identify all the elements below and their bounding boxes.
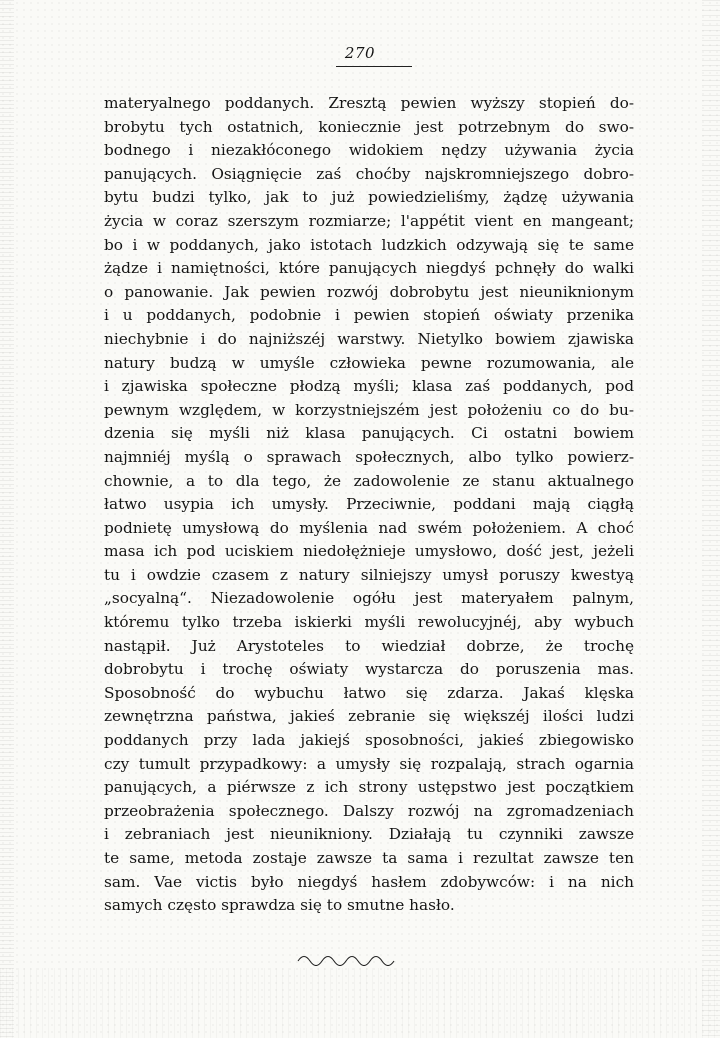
- page-edge-shadow-left: [0, 0, 14, 1038]
- text-line: czy tumult przypadkowy: a umysły się rozpalają, strach ogarnia: [104, 754, 634, 773]
- text-line: o panowanie. Jak pewien rozwój dobrobytu jest nieuniknionym: [104, 282, 634, 301]
- text-line: któremu tylko trzeba iskierki myśli rewolucyjnéj, aby wybuch: [104, 613, 634, 632]
- text-line: nastąpił. Już Arystoteles to wiedział dobrze, że trochę: [104, 636, 634, 655]
- text-line: poddanych przy lada jakiejś sposobności, jakieś zbiegowisko: [104, 731, 634, 750]
- text-line: najmniéj myślą o sprawach społecznych, albo tylko powierz-: [104, 447, 634, 466]
- text-line: panujących. Osiągnięcie zaś choćby najskromniejszego dobro-: [104, 164, 634, 183]
- page-number: 270: [344, 44, 376, 62]
- text-line: bodnego i niezakłóconego widokiem nędzy używania życia: [104, 141, 634, 160]
- text-line: brobytu tych ostatnich, koniecznie jest potrzebnym do swo-: [104, 117, 634, 136]
- page-edge-shadow-right: [702, 0, 720, 1038]
- page-edge-shadow-bottom: [0, 968, 720, 1038]
- text-line: dobrobytu i trochę oświaty wystarcza do poruszenia mas.: [104, 660, 634, 679]
- end-flourish-ornament: [296, 952, 396, 966]
- text-line: i zjawiska społeczne płodzą myśli; klasa zaś poddanych, pod: [104, 377, 634, 396]
- text-line: „socyalną“. Niezadowolenie ogółu jest materyałem palnym,: [104, 589, 634, 608]
- text-line: sam. Vae victis było niegdyś hasłem zdobywców: i na nich: [104, 872, 634, 891]
- text-line: chownie, a to dla tego, że zadowolenie ze stanu aktualnego: [104, 471, 634, 490]
- text-line: bytu budzi tylko, jak to już powiedzieliśmy, żądzę używania: [104, 188, 634, 207]
- text-line: materyalnego poddanych. Zresztą pewien wyższy stopień do-: [104, 94, 634, 112]
- text-line: niechybnie i do najniższéj warstwy. Nietylko bowiem zjawiska: [104, 329, 634, 348]
- text-line: panujących, a piérwsze z ich strony ustępstwo jest początkiem: [104, 778, 634, 797]
- text-line: życia w coraz szerszym rozmiarze; l'appétit vient en mangeant;: [104, 211, 634, 230]
- text-line: tu i owdzie czasem z natury silniejszy umysł poruszy kwestyą: [104, 565, 634, 584]
- text-line: i zebraniach jest nieunikniony. Działają tu czynniki zawsze: [104, 825, 634, 844]
- text-line: Sposobność do wybuchu łatwo się zdarza. Jakaś klęska: [104, 683, 634, 702]
- text-line: i u poddanych, podobnie i pewien stopień oświaty przenika: [104, 306, 634, 325]
- page-number-rule: [336, 66, 412, 67]
- text-line: łatwo usypia ich umysły. Przeciwnie, poddani mają ciągłą: [104, 495, 634, 514]
- text-line: przeobrażenia społecznego. Dalszy rozwój na zgromadzeniach: [104, 801, 634, 820]
- body-paragraph: [104, 92, 634, 918]
- text-line: pewnym względem, w korzystniejszém jest położeniu co do bu-: [104, 400, 634, 419]
- text-line: podnietę umysłową do myślenia nad swém położeniem. A choć: [104, 518, 634, 537]
- text-line: bo i w poddanych, jako istotach ludzkich odzywają się te same: [104, 235, 634, 254]
- text-line: natury budzą w umyśle człowieka pewne rozumowania, ale: [104, 353, 634, 372]
- text-line: samych często sprawdza się to smutne hasło.: [104, 896, 455, 915]
- text-line: te same, metoda zostaje zawsze ta sama i rezultat zawsze ten: [104, 849, 634, 867]
- text-line: żądze i namiętności, które panujących niegdyś pchnęły do walki: [104, 259, 634, 278]
- text-line: zewnętrzna państwa, jakieś zebranie się większéj ilości ludzi: [104, 707, 634, 726]
- text-line: dzenia się myśli niż klasa panujących. Ci ostatni bowiem: [104, 424, 634, 443]
- text-line: masa ich pod uciskiem niedołężnieje umysłowo, dość jest, jeżeli: [104, 542, 634, 561]
